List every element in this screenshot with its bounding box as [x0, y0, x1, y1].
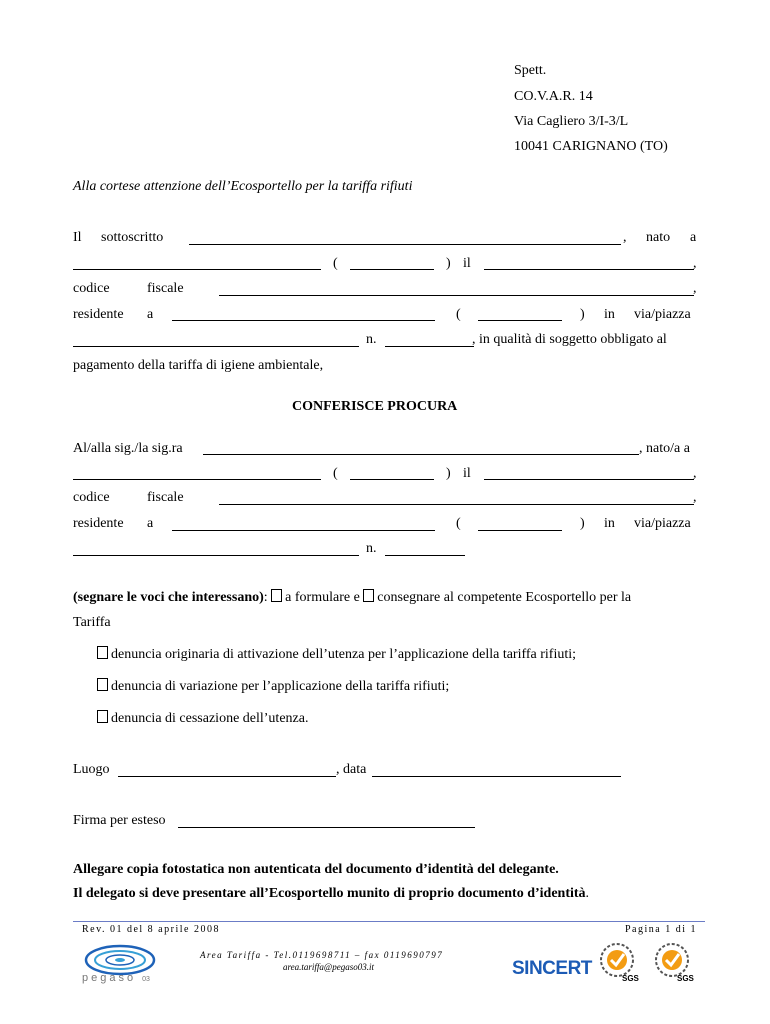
sgs-badge-2: [650, 940, 698, 986]
delegate-tax-code-field[interactable]: [219, 504, 694, 505]
formulare-checkbox[interactable]: [271, 589, 282, 602]
data-field[interactable]: [372, 776, 621, 777]
delegate-birthdate-field[interactable]: [484, 479, 694, 480]
paren-close: ): [446, 466, 451, 481]
il-date-label: il: [463, 256, 471, 271]
fiscale-label: fiscale: [147, 490, 184, 505]
note-period: .: [585, 886, 590, 901]
via-piazza-label: via/piazza: [634, 307, 691, 322]
residente-a-label: a: [147, 307, 154, 322]
paren-close: ): [580, 516, 585, 531]
street-number-field[interactable]: [385, 346, 474, 347]
option-item-2-label: denuncia di variazione per l’applicazione della tariffa rifiuti;: [111, 679, 450, 694]
paren-open: (: [456, 307, 461, 322]
logo-word: pegaso: [82, 972, 137, 984]
pagamento-text: pagamento della tariffa di igiene ambientale,: [73, 358, 324, 373]
option-item-3: [97, 710, 308, 727]
il-date-label: il: [463, 466, 471, 481]
via-piazza-label: via/piazza: [634, 516, 691, 531]
residente-a-label: a: [147, 516, 154, 531]
birth-province-field[interactable]: [350, 269, 434, 270]
birthplace-field[interactable]: [73, 269, 321, 270]
paren-open: (: [333, 256, 338, 271]
revision-text: Rev. 01 del 8 aprile 2008: [82, 924, 220, 935]
tariffa-text: Tariffa: [73, 615, 111, 630]
note-line-1: Allegare copia fotostatica non autenticata del documento d’identità del delegante.: [73, 862, 559, 877]
page-number: Pagina 1 di 1: [625, 924, 697, 935]
delegate-birthplace-field[interactable]: [73, 479, 321, 480]
tax-code-field[interactable]: [219, 295, 694, 296]
attention-line: Alla cortese attenzione dell’Ecosportello per la tariffa rifiuti: [73, 179, 413, 194]
firma-field[interactable]: [178, 827, 475, 828]
sgs-label: SGS: [622, 974, 639, 983]
obbligato-text: , in qualità di soggetto obbligato al: [472, 332, 667, 347]
paren-close: ): [580, 307, 585, 322]
denuncia-cessazione-checkbox[interactable]: [97, 710, 108, 723]
paren-open: (: [333, 466, 338, 481]
data-label: , data: [336, 762, 367, 777]
option-item-1: [97, 646, 576, 663]
contact-line: Area Tariffa - Tel.0119698711 – fax 0119690797: [200, 950, 444, 960]
sgs-label: SGS: [677, 974, 694, 983]
delegate-street-field[interactable]: [73, 555, 359, 556]
pegaso-logo: [80, 940, 160, 990]
options-line: [73, 589, 631, 606]
delegate-res-province-field[interactable]: [478, 530, 562, 531]
procura-heading: CONFERISCE PROCURA: [292, 399, 458, 414]
pegaso-logo-text: [82, 972, 150, 984]
formulare-label: a formulare e: [285, 590, 360, 605]
email-line: area.tariffa@pegaso03.it: [283, 962, 374, 972]
consegnare-label: consegnare al competente Ecosportello per la: [377, 590, 632, 605]
comma: ,: [623, 230, 627, 245]
a-label: a: [690, 230, 697, 245]
address-line-2: CO.V.A.R. 14: [514, 89, 593, 104]
colon: :: [263, 590, 268, 605]
residence-province-field[interactable]: [478, 320, 562, 321]
luogo-field[interactable]: [118, 776, 336, 777]
delegate-province-field[interactable]: [350, 479, 434, 480]
note-line-2-text: Il delegato si deve presentare all’Ecosportello munito di proprio documento d’identità: [73, 886, 586, 901]
consegnare-checkbox[interactable]: [363, 589, 374, 602]
option-item-1-label: denuncia originaria di attivazione dell’utenza per l’applicazione della tariffa rifiuti;: [111, 647, 577, 662]
in-label: in: [604, 307, 615, 322]
address-line-1: Spett.: [514, 63, 547, 78]
nato-label: nato: [646, 230, 671, 245]
firma-label: Firma per esteso: [73, 813, 166, 828]
birthdate-field[interactable]: [484, 269, 694, 270]
note-line-2: [73, 886, 589, 902]
delegate-city-field[interactable]: [172, 530, 435, 531]
sincert-logo: SINCERT: [512, 958, 592, 979]
delegate-number-field[interactable]: [385, 555, 465, 556]
option-item-2: [97, 678, 449, 695]
residence-city-field[interactable]: [172, 320, 435, 321]
delegate-name-field[interactable]: [203, 454, 639, 455]
nato-a-label: , nato/a a: [639, 441, 690, 456]
luogo-label: Luogo: [73, 762, 110, 777]
sgs-badge-1: [595, 940, 643, 986]
options-intro: (segnare le voci che interessano): [73, 590, 264, 605]
address-line-3: Via Cagliero 3/I-3/L: [514, 114, 629, 129]
address-line-4: 10041 CARIGNANO (TO): [514, 139, 668, 154]
in-label: in: [604, 516, 615, 531]
denuncia-variazione-checkbox[interactable]: [97, 678, 108, 691]
n-label: n.: [366, 541, 377, 556]
paren-open: (: [456, 516, 461, 531]
name-field[interactable]: [189, 244, 621, 245]
sottoscritto-label: sottoscritto: [101, 230, 164, 245]
fiscale-label: fiscale: [147, 281, 184, 296]
logo-number: 03: [142, 976, 150, 983]
denuncia-originaria-checkbox[interactable]: [97, 646, 108, 659]
residente-label: residente: [73, 307, 124, 322]
street-field[interactable]: [73, 346, 359, 347]
footer-divider: [73, 921, 705, 922]
il-label: Il: [73, 230, 82, 245]
residente-label: residente: [73, 516, 124, 531]
delegate-label: Al/alla sig./la sig.ra: [73, 441, 183, 456]
paren-close: ): [446, 256, 451, 271]
codice-label: codice: [73, 281, 110, 296]
n-label: n.: [366, 332, 377, 347]
codice-label: codice: [73, 490, 110, 505]
option-item-3-label: denuncia di cessazione dell’utenza.: [111, 711, 309, 726]
